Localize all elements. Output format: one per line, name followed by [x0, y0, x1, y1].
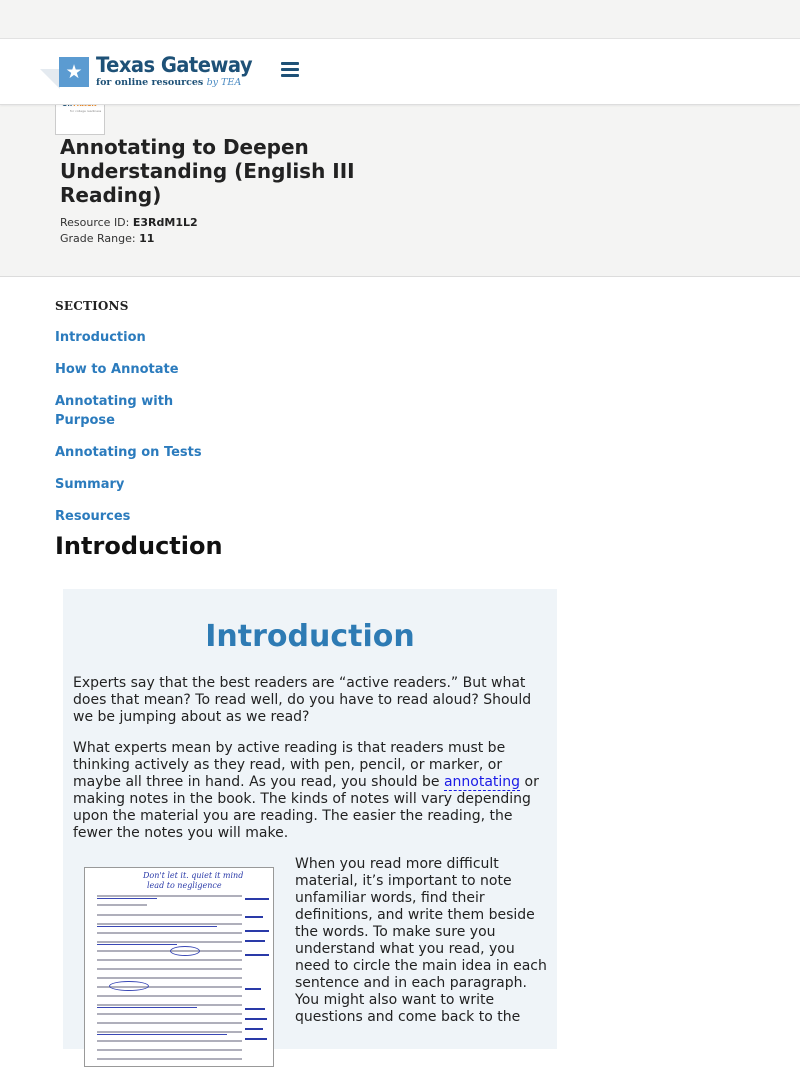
margin-note — [245, 1008, 265, 1010]
section-link-summary[interactable]: Summary — [55, 477, 125, 492]
margin-note — [245, 1038, 267, 1040]
glossary-link-annotating[interactable]: annotating — [443, 774, 521, 790]
text-line — [97, 895, 242, 897]
section-link-resources[interactable]: Resources — [55, 509, 131, 524]
section-link-annotating-on-tests[interactable]: Annotating on Tests — [55, 445, 202, 460]
sections-heading: SECTIONS — [55, 299, 129, 313]
margin-note — [245, 954, 269, 956]
card-title: Introduction — [205, 619, 415, 654]
annotated-page-image — [84, 867, 274, 1067]
hamburger-bar — [281, 74, 299, 77]
intro-paragraph-1: Experts say that the best readers are “active readers.” But what does that mean? To read well, do you have to read aloud? Should we be jumping about as we read? — [73, 675, 532, 725]
star-icon: ★ — [59, 57, 89, 87]
hamburger-bar — [281, 68, 299, 71]
text-line — [97, 932, 242, 934]
ontrack-tagline: for college readiness — [70, 109, 102, 113]
grade-range — [60, 232, 154, 245]
underline — [97, 1034, 227, 1035]
paragraph-text: or making notes in the book. The kinds of notes will vary depending upon the material you are reading. The easier the reading, the fewer the notes you will make. — [73, 774, 539, 841]
text-line — [97, 959, 242, 961]
handwritten-note: Don't let it. quiet it mind — [143, 871, 244, 880]
text-line — [97, 904, 147, 906]
margin-note — [245, 898, 269, 900]
margin-note — [245, 940, 265, 942]
text-line — [97, 941, 242, 943]
text-line — [97, 914, 242, 916]
margin-note — [245, 930, 269, 932]
resource-id-value: E3RdM1L2 — [132, 216, 198, 229]
text-line — [97, 1040, 242, 1042]
paragraph-text: What experts mean by active reading is that readers must be thinking actively as they read, with pen, pencil, or marker, or maybe all three in hand. As you read, you should be — [73, 740, 506, 790]
underline — [97, 944, 177, 945]
site-header — [0, 39, 800, 105]
underline — [97, 898, 157, 899]
margin-note — [245, 1028, 263, 1030]
resource-header — [0, 105, 800, 277]
intro-paragraph-2 — [73, 740, 547, 842]
text-line — [97, 923, 242, 925]
section-link-introduction[interactable]: Introduction — [55, 330, 146, 345]
texas-gateway-logo[interactable] — [40, 53, 275, 90]
introduction-card — [63, 589, 557, 1049]
circle-mark — [109, 981, 149, 991]
circle-mark — [170, 946, 200, 956]
margin-note — [245, 1018, 267, 1020]
underline — [97, 1007, 197, 1008]
text-line — [97, 1058, 242, 1060]
text-line — [97, 1004, 242, 1006]
logo-subtitle — [96, 77, 241, 88]
underline — [97, 926, 217, 927]
section-link-annotating-with-purpose[interactable]: Annotating with Purpose — [55, 394, 174, 428]
resource-id — [60, 216, 198, 229]
margin-note — [245, 988, 261, 990]
text-line — [97, 1031, 242, 1033]
text-line — [97, 995, 242, 997]
intro-paragraph-3: When you read more difficult material, it’s important to note unfamiliar words, find their definitions, and write them beside the words. To make sure you understand what you read, you need to circle the main idea in each sentence and in each paragraph. You might also want to write questions and come back to the — [295, 856, 547, 1025]
logo-by-tea: by TEA — [206, 77, 242, 88]
grade-range-value: 11 — [139, 232, 155, 245]
text-line — [97, 1049, 242, 1051]
logo-ribbon — [40, 69, 60, 89]
logo-title: Texas Gateway — [96, 53, 253, 77]
hamburger-bar — [281, 62, 299, 65]
text-line — [97, 1013, 242, 1015]
browser-top-bar — [0, 0, 800, 39]
page-title: Annotating to Deepen Understanding (English III Reading) — [60, 135, 355, 207]
handwritten-note: lead to negligence — [147, 881, 222, 890]
text-line — [97, 977, 242, 979]
hamburger-icon[interactable] — [281, 62, 299, 78]
logo-subtitle-text: for online resources — [96, 77, 204, 88]
grade-range-label: Grade Range: — [60, 232, 136, 245]
resource-id-label: Resource ID: — [60, 216, 130, 229]
section-heading: Introduction — [55, 532, 223, 560]
section-link-how-to-annotate[interactable]: How to Annotate — [55, 362, 179, 377]
margin-note — [245, 916, 263, 918]
text-line — [97, 968, 242, 970]
